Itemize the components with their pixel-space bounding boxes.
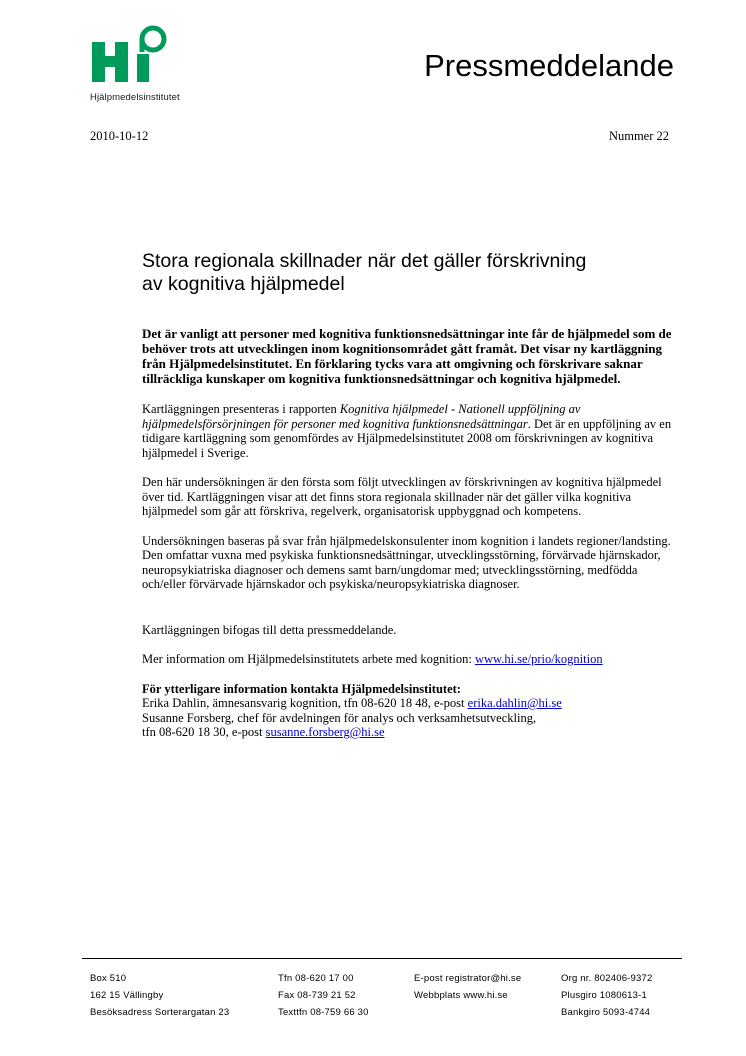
press-release-body bbox=[142, 326, 678, 755]
email-link-susanne[interactable]: susanne.forsberg@hi.se bbox=[265, 725, 385, 739]
release-number: Nummer 22 bbox=[608, 129, 669, 143]
lead-paragraph: Det är vanligt att personer med kognitiva funktionsnedsättningar inte får de hjälpmedel som de behöver trots att utvecklingen inom kognitionsområdet gått framåt. Det visar ny kartläggning från Hjälpmedelsinstitutet. En förklaring tycks vara att omgivning och förskrivare saknar tillräckliga kunskaper om kognitiva funktionsnedsättningar och kognitiva hjälpmedel. bbox=[142, 326, 672, 386]
contact-block bbox=[142, 682, 678, 740]
paragraph-more-info bbox=[142, 652, 678, 667]
footer-line: E-post registrator@hi.se bbox=[414, 973, 522, 984]
footer-web bbox=[414, 970, 521, 1004]
footer-divider bbox=[82, 958, 682, 959]
contact-person-1: Erika Dahlin, ämnesansvarig kognition, tfn 08-620 18 48, e-post bbox=[142, 696, 468, 710]
footer-line: Besöksadress Sorterargatan 23 bbox=[90, 1007, 230, 1018]
report-intro: Kartläggningen presenteras i rapporten bbox=[142, 402, 340, 416]
footer-line: Texttfn 08-759 66 30 bbox=[278, 1007, 369, 1018]
email-link-erika[interactable]: erika.dahlin@hi.se bbox=[467, 696, 562, 710]
kognition-link[interactable]: www.hi.se/prio/kognition bbox=[474, 652, 603, 666]
footer-line: Fax 08-739 21 52 bbox=[278, 990, 356, 1001]
more-info-text: Mer information om Hjälpmedelsinstitutets arbete med kognition: bbox=[142, 652, 475, 666]
paragraph-development: Den här undersökningen är den första som följt utvecklingen av förskrivningen av kognitiva hjälpmedel över tid. Kartläggningen visar att det finns stora regionala skillnader när det gäller vilka kognitiva hjälpmedel som går att förskriva, regelverk, organisatorisk uppbyggnad och kompetens. bbox=[142, 475, 662, 518]
contact-person-2-phone: tfn 08-620 18 30, e-post bbox=[142, 725, 266, 739]
paragraph-report bbox=[142, 402, 678, 460]
footer-line: Plusgiro 1080613-1 bbox=[561, 990, 647, 1001]
report-followup: . Det är en uppföljning av en tidigare kartläggning som genomfördes av Hjälpmedelsinstitutet 2008 om förskrivningen av kognitiva hjälpmedel i Sverige. bbox=[142, 416, 672, 460]
paragraph-attachment: Kartläggningen bifogas till detta pressmeddelande. bbox=[142, 622, 397, 637]
footer-finance bbox=[561, 970, 652, 1021]
report-title: Kognitiva hjälpmedel - Nationell uppföljning av hjälpmedelsförsörjningen för personer med kognitiva funktionsnedsättningar bbox=[142, 402, 581, 431]
footer-address bbox=[90, 970, 229, 1021]
title-line-1: Stora regionala skillnader när det gäller förskrivning bbox=[142, 250, 587, 272]
logo-wordmark: Hjälpmedelsinstitutet bbox=[90, 92, 180, 103]
title-line-2: av kognitiva hjälpmedel bbox=[142, 273, 345, 295]
press-release-title bbox=[142, 250, 682, 296]
footer-line: Webbplats www.hi.se bbox=[414, 990, 508, 1001]
contact-person-2: Susanne Forsberg, chef för avdelningen för analys och verksamhetsutveckling, bbox=[142, 710, 537, 725]
paragraph-survey: Undersökningen baseras på svar från hjälpmedelskonsulenter inom kognition i landets regioner/landsting. Den omfattar vuxna med psykiska funktionsnedsättningar, utvecklingsstörning, förvärvade hjärnskador, neuropsykiatriska diagnoser och demens samt barn/ungdomar med; utvecklingsstörning, medfödda och/eller förvärvade hjärnskador och psykiska/neuropsykiatriska diagnoser. bbox=[142, 533, 671, 591]
footer-line: Tfn 08-620 17 00 bbox=[278, 973, 354, 984]
footer-line: Org nr. 802406-9372 bbox=[561, 973, 653, 984]
footer-line: 162 15 Vällingby bbox=[90, 990, 164, 1001]
document-type-heading: Pressmeddelande bbox=[424, 48, 674, 83]
footer-line: Box 510 bbox=[90, 973, 127, 984]
footer-phones bbox=[278, 970, 369, 1021]
release-date: 2010-10-12 bbox=[90, 129, 149, 143]
contact-heading: För ytterligare information kontakta Hjälpmedelsinstitutet: bbox=[142, 681, 461, 696]
footer-line: Bankgiro 5093-4744 bbox=[561, 1007, 651, 1018]
